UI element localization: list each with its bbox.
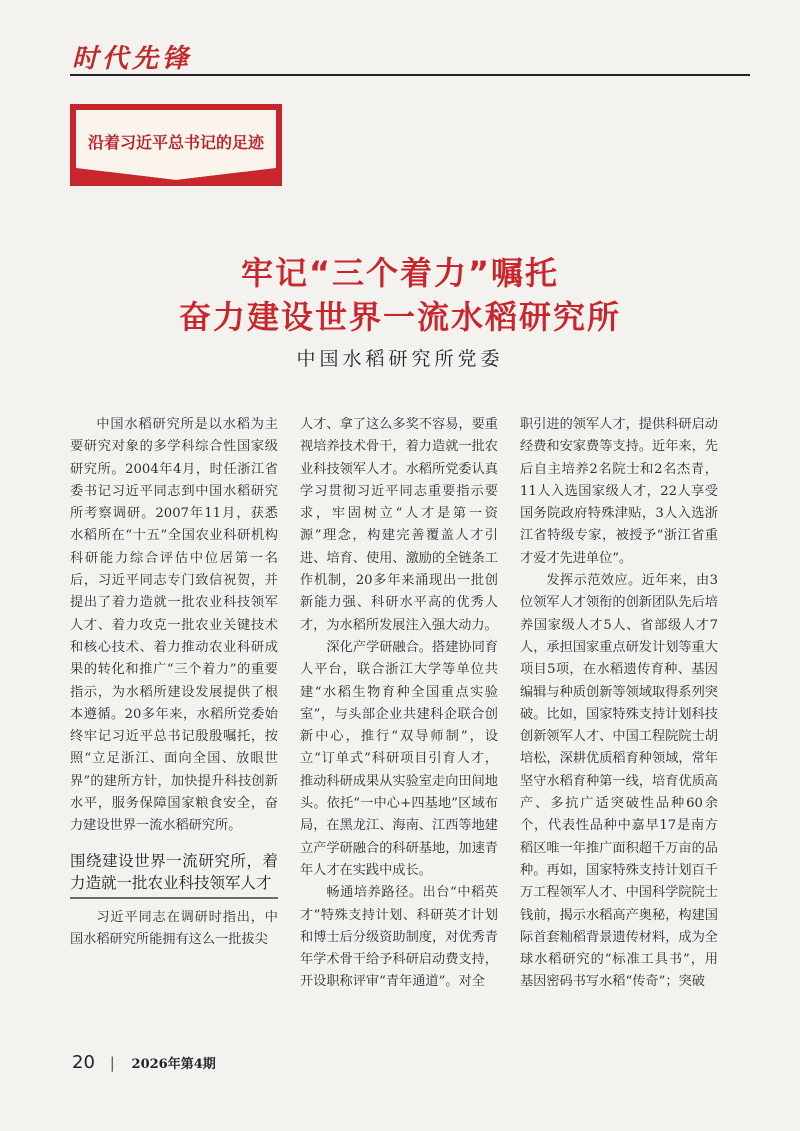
text-column-1 bbox=[70, 414, 278, 951]
column-banner bbox=[70, 104, 282, 186]
article-title-line2: 奋力建设世界一流水稻研究所 bbox=[178, 298, 621, 336]
paragraph: 畅通培养路径。出台“中稻英才”特殊支持计划、科研英才计划和博士后分级资助制度，对优秀青年学术骨干给予科研启动费支持，开设职称评审“青年通道”。对全 bbox=[300, 885, 498, 990]
article-author: 中国水稻研究所党委 bbox=[296, 348, 504, 370]
paragraph: 习近平同志在调研时指出，中国水稻研究所能拥有这么一批拔尖 bbox=[70, 909, 278, 947]
text-column-2 bbox=[300, 414, 498, 994]
paragraph: 深化产学研融合。搭建协同育人平台，联合浙江大学等单位共建“水稻生物育种全国重点实验室”，与头部企业共建科企联合创新中心，推行“双导师制”，设立“订单式”科研项目引育人才，推动科研成果从实验室走向田间地头。依托“一中心+四基地”区域布局，在黑龙江、海南、江西等地建立产学研融合的科研基地，加速青年人才在实践中成长。 bbox=[300, 639, 498, 878]
page-footer bbox=[72, 1052, 216, 1073]
paragraph: 职引进的领军人才，提供科研启动经费和安家费等支持。近年来，先后自主培养2名院士和2名杰青，11人入选国家级人才，22人享受国务院政府特殊津贴，3人入选浙江省特级专家，被授予“浙江省重才爱才先进单位”。 bbox=[520, 417, 718, 566]
banner-inner bbox=[76, 110, 276, 172]
paragraph: 中国水稻研究所是以水稻为主要研究对象的多学科综合性国家级研究所。2004年4月，时任浙江省委书记习近平同志到中国水稻研究所考察调研。2007年11月，获悉水稻所在“十五”全国农业科研机构科研能力综合评估中位居第一名后，习近平同志专门致信祝贺，并提出了着力造就一批农业科技领军人才、着力攻克一批农业关键技术和核心技术、着力推动农业科研成果的转化和推广“三个着力”的重要指示，为水稻所建设发展提供了根本遵循。20多年来，水稻所党委始终牢记习近平总书记殷殷嘱托，按照“立足浙江、面向全国、放眼世界”的建所方针，加快提升科技创新水平，服务保障国家粮食安全，奋力建设世界一流水稻研究所。 bbox=[70, 417, 278, 834]
page-number: 20 bbox=[72, 1052, 95, 1073]
banner-label: 沿着习近平总书记的足迹 bbox=[87, 132, 264, 152]
section-subheading: 围绕建设世界一流研究所，着力造就一批农业科技领军人才 bbox=[70, 850, 278, 899]
text-column-3 bbox=[520, 414, 718, 994]
header-rule bbox=[70, 74, 750, 76]
issue-label: 2026年第4期 bbox=[131, 1057, 216, 1072]
paragraph: 人才、拿了这么多奖不容易，要重视培养技术骨干，着力造就一批农业科技领军人才。水稻所党委认真学习贯彻习近平同志重要指示要求，牢固树立“人才是第一资源”理念，构建完善覆盖人才引进、培育、使用、激励的全链条工作机制，20多年来涌现出一批创新能力强、科研水平高的优秀人才，为水稻所发展注入强大动力。 bbox=[300, 417, 498, 633]
paragraph: 发挥示范效应。近年来，由3位领军人才领衔的创新团队先后培养国家级人才5人、省部级人才7人，承担国家重点研发计划等重大项目5项，在水稻遗传育种、基因编辑与种质创新等领域取得系列突破。比如，国家特殊支持计划科技创新领军人才、中国工程院院士胡培松，深耕优质稻育种领域，常年坚守水稻育种第一线，培育优质高产、多抗广适突破性品种60余个，代表性品种中嘉早17是南方稻区唯一年推广面积超千万亩的品种。再如，国家特殊支持计划百千万工程领军人才、中国科学院院士钱前，揭示水稻高产奥秘，构建国际首套籼稻背景遗传材料，成为全球水稻研究的“标准工具书”，用基因密码书写水稻“传奇”；突破 bbox=[520, 573, 718, 990]
footer-separator: | bbox=[109, 1054, 115, 1072]
article-title-line1: 牢记“三个着力”嘱托 bbox=[240, 254, 560, 292]
magazine-logo: 时代先锋 bbox=[72, 44, 193, 74]
banner-chevron-decoration bbox=[76, 166, 276, 180]
